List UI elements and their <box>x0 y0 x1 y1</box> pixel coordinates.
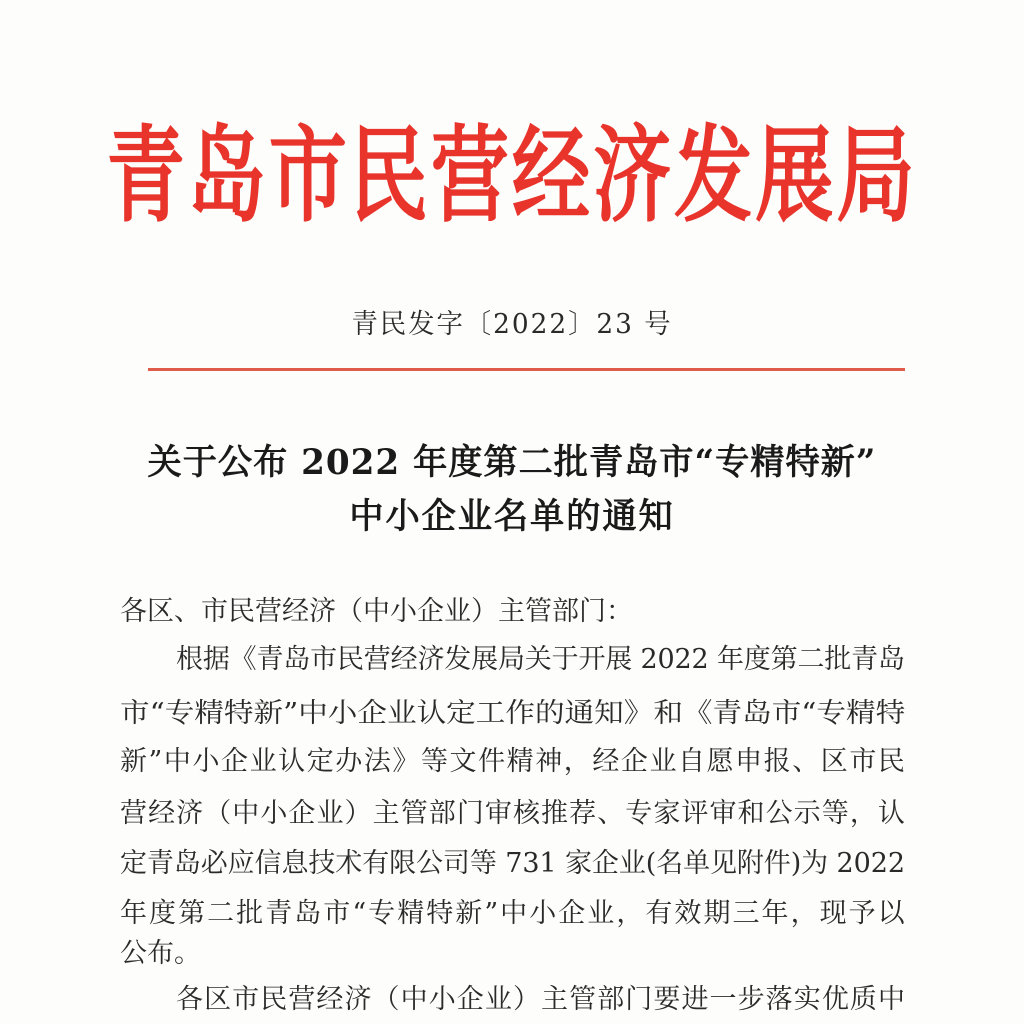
paragraph-1-line-5: 定青岛必应信息技术有限公司等 731 家企业(名单见附件)为 2022 <box>120 848 905 879</box>
paragraph-2-line-1: 各区市民营经济（中小企业）主管部门要进一步落实优质中 <box>176 984 907 1015</box>
salutation: 各区、市民营经济（中小企业）主管部门： <box>120 596 633 627</box>
paragraph-1-line-7: 公布。 <box>120 938 201 969</box>
document-number: 青民发字〔2022〕23 号 <box>351 309 673 340</box>
notice-title-line-2: 中小企业名单的通知 <box>349 496 675 537</box>
red-divider-rule <box>148 368 905 371</box>
paragraph-1-line-3: 新”中小企业认定办法》等文件精神，经企业自愿申报、区市民 <box>120 746 907 777</box>
paragraph-1-line-4: 营经济（中小企业）主管部门审核推荐、专家评审和公示等，认 <box>120 798 906 829</box>
paragraph-1-line-1: 根据《青岛市民营经济发展局关于开展 2022 年度第二批青岛 <box>176 644 905 675</box>
notice-title-line-1: 关于公布 2022 年度第二批青岛市“专精特新” <box>147 442 877 483</box>
paragraph-1-line-6: 年度第二批青岛市“专精特新”中小企业，有效期三年，现予以 <box>120 898 907 929</box>
paragraph-1-line-2: 市“专精特新”中小企业认定工作的通知》和《青岛市“专精特 <box>120 698 906 729</box>
agency-red-header: 青岛市民营经济发展局 <box>106 113 918 237</box>
